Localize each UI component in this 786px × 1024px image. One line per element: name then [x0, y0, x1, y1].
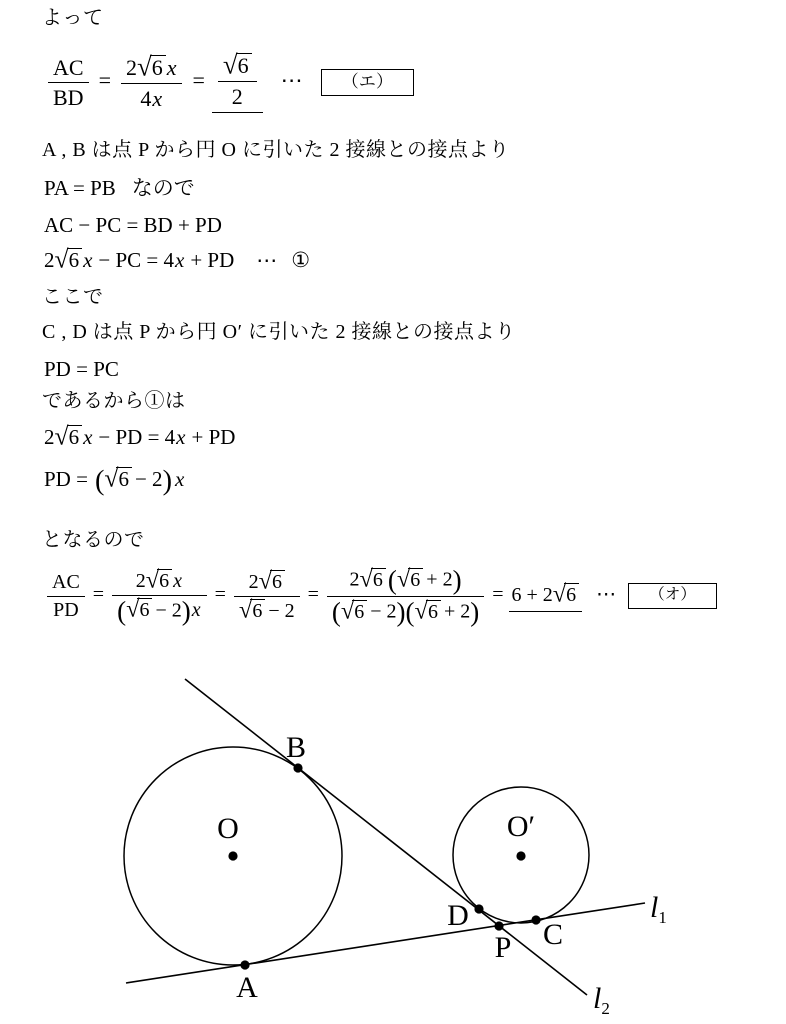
math-space	[111, 87, 118, 88]
math-space	[616, 600, 628, 601]
math-token: x	[175, 467, 185, 491]
math-token: x	[83, 425, 93, 449]
math-token: (	[387, 565, 397, 595]
math-token: )	[470, 597, 480, 627]
diagram-label-text: D	[447, 899, 469, 932]
point-D-dot	[474, 904, 483, 913]
radicand: 6	[67, 248, 83, 273]
math-space	[226, 600, 231, 601]
fraction	[234, 569, 300, 623]
point-P-dot	[494, 921, 503, 930]
fraction	[48, 54, 89, 111]
label-A	[236, 971, 258, 1004]
math-token: x	[166, 55, 177, 80]
sqrt-expression: √6	[137, 55, 166, 81]
math-token: )	[181, 595, 191, 626]
solution-line-3: A , B は点 P から円 O に引いた 2 接線との接点より	[42, 139, 510, 161]
radicand: 6	[157, 569, 172, 592]
answer-box: （エ）	[321, 69, 414, 97]
math-token: 2	[125, 55, 137, 80]
sqrt-expression: √6	[341, 600, 367, 624]
math-token: + PD	[191, 425, 236, 449]
underlined-answer	[212, 49, 263, 113]
sqrt-expression: √6	[146, 569, 172, 593]
label-l1	[650, 891, 667, 927]
fraction-denominator	[218, 82, 257, 109]
math-token: 2	[231, 83, 243, 109]
math-space	[104, 600, 109, 601]
radicand: 6	[236, 53, 252, 79]
math-token: PA = PB	[44, 176, 116, 200]
solution-line-9	[44, 356, 119, 382]
label-P	[495, 931, 512, 964]
fraction	[327, 566, 484, 626]
math-token: (	[331, 597, 341, 627]
solution-line-8: C , D は点 P から円 O′ に引いた 2 接線との接点より	[42, 321, 516, 343]
math-token: PD =	[44, 467, 88, 491]
fraction-numerator	[234, 569, 300, 597]
math-token: )	[396, 597, 406, 627]
solution-line-14	[44, 566, 717, 626]
point-A-dot	[240, 960, 249, 969]
math-token: なので	[131, 176, 195, 200]
radicand: 6	[150, 55, 166, 81]
math-space	[277, 266, 291, 267]
radicand: 6	[408, 568, 423, 591]
math-token: 4	[140, 85, 152, 111]
solution-line-2	[45, 49, 414, 113]
label-O	[217, 812, 239, 845]
radicand: 6	[426, 600, 441, 623]
diagram-label-text: l	[593, 982, 602, 1015]
sqrt-expression: √6	[104, 466, 132, 492]
math-token: )	[452, 565, 462, 595]
fraction-denominator	[112, 596, 207, 625]
answer-box: （オ）	[628, 583, 717, 609]
math-token: x	[83, 248, 93, 272]
math-token: BD	[53, 85, 84, 111]
fraction	[112, 565, 207, 626]
math-token: − 2	[155, 599, 182, 621]
sqrt-expression: √6	[55, 247, 83, 273]
math-token: − 2	[268, 600, 295, 622]
solution-line-5	[44, 212, 222, 238]
sqrt-expression: √6	[126, 598, 152, 622]
math-space	[116, 194, 132, 195]
fraction-numerator	[112, 565, 207, 596]
fraction-numerator	[47, 570, 85, 597]
solution-line-1: よって	[42, 7, 104, 29]
math-token: AC	[52, 571, 80, 593]
fraction-numerator	[327, 566, 484, 597]
point-B-dot	[293, 763, 302, 772]
solution-line-6	[44, 244, 311, 274]
math-token: 2	[248, 571, 259, 593]
math-token: 2	[44, 425, 55, 449]
diagram-label-text: B	[285, 731, 307, 764]
radicand: 6	[270, 570, 285, 593]
radicand: 6	[116, 467, 132, 492]
math-token: AC − PC = BD + PD	[44, 213, 222, 237]
sqrt-expression: √6	[553, 583, 579, 608]
math-space	[205, 87, 212, 88]
math-token: − 2	[134, 467, 163, 491]
label-O-prime	[507, 810, 535, 843]
math-token: (	[117, 595, 127, 626]
radicand: 6	[67, 425, 83, 450]
math-token: =	[214, 583, 226, 606]
sqrt-expression: √6	[239, 599, 265, 623]
math-token: − PD = 4	[98, 425, 176, 449]
math-space	[303, 87, 321, 88]
math-token: PD	[53, 599, 79, 621]
math-token: ⋯	[280, 67, 303, 93]
point-O-prime-dot	[516, 851, 525, 860]
sqrt-expression: √6	[415, 600, 441, 624]
diagram-label-text: P	[494, 931, 512, 964]
fraction-denominator	[121, 84, 183, 111]
fraction-denominator	[327, 597, 484, 626]
math-token: + PD	[190, 248, 235, 272]
solution-line-4	[44, 175, 195, 201]
math-token: PD = PC	[44, 357, 119, 381]
radicand: 6	[352, 600, 367, 623]
fraction-denominator	[48, 83, 89, 110]
diagram-label-text: C	[542, 918, 564, 951]
fraction	[121, 51, 183, 111]
math-token: + 2	[443, 600, 471, 623]
math-token: − PC = 4	[98, 248, 175, 272]
diagram-label-text: l	[650, 891, 659, 924]
geometry-diagram	[0, 664, 786, 1024]
math-space	[88, 485, 95, 486]
math-token: x	[175, 248, 185, 272]
math-token: x	[173, 569, 182, 592]
solution-line-7: ここで	[42, 286, 104, 308]
fraction-numerator	[121, 51, 183, 84]
fraction	[47, 570, 85, 622]
math-token: ①	[291, 248, 311, 272]
fraction-denominator	[47, 597, 85, 622]
math-token: (	[405, 597, 415, 627]
math-space	[263, 87, 281, 88]
diagram-label-text: O′	[506, 810, 536, 843]
math-token: − 2	[370, 600, 397, 623]
diagram-label-text: O	[217, 812, 239, 845]
math-token: + 2	[426, 568, 453, 591]
diagram-label-subscript: 2	[601, 999, 610, 1018]
radicand: 6	[564, 583, 579, 606]
math-token: =	[98, 67, 111, 93]
fraction-numerator	[218, 49, 257, 82]
math-space	[582, 600, 596, 601]
diagram-label-text: A	[236, 971, 258, 1004]
radicand: 6	[250, 599, 265, 622]
math-token: ⋯	[256, 248, 278, 272]
math-token: ⋯	[596, 583, 617, 606]
label-C	[543, 918, 563, 951]
sqrt-expression: √6	[259, 570, 285, 594]
math-token: =	[92, 583, 105, 606]
sqrt-expression: √6	[360, 568, 386, 592]
diagram-label-subscript: 1	[658, 908, 667, 927]
math-token: x	[176, 425, 186, 449]
solution-line-12	[44, 463, 185, 497]
label-B	[286, 731, 306, 764]
math-token: =	[307, 583, 319, 606]
math-space	[234, 266, 256, 267]
math-token: 2	[44, 248, 55, 272]
math-space	[92, 87, 99, 88]
math-token: =	[492, 583, 504, 606]
underlined-answer	[509, 580, 583, 612]
point-C-dot	[531, 915, 540, 924]
fraction	[218, 49, 257, 109]
math-token: 6 + 2	[511, 583, 553, 606]
radicand: 6	[371, 568, 386, 591]
math-token: x	[152, 85, 163, 111]
math-token: AC	[53, 55, 84, 81]
point-O-dot	[228, 851, 237, 860]
solution-line-10: であるから①は	[42, 390, 186, 412]
math-token: 2	[349, 568, 360, 591]
sqrt-expression: √6	[397, 568, 423, 592]
radicand: 6	[137, 598, 152, 621]
solution-line-11	[44, 421, 236, 451]
solution-line-13: となるので	[42, 529, 145, 551]
math-token: x	[191, 599, 201, 621]
sqrt-expression: √6	[223, 53, 252, 79]
label-D	[447, 899, 469, 932]
math-token: )	[162, 465, 173, 497]
sqrt-expression: √6	[55, 424, 83, 450]
math-token: =	[192, 67, 205, 93]
math-token: (	[94, 465, 105, 497]
fraction-numerator	[48, 54, 89, 83]
fraction-denominator	[234, 597, 300, 623]
math-space	[319, 600, 324, 601]
tangent-line-l1	[126, 903, 645, 983]
label-l2	[593, 982, 610, 1018]
math-token: 2	[135, 569, 146, 592]
